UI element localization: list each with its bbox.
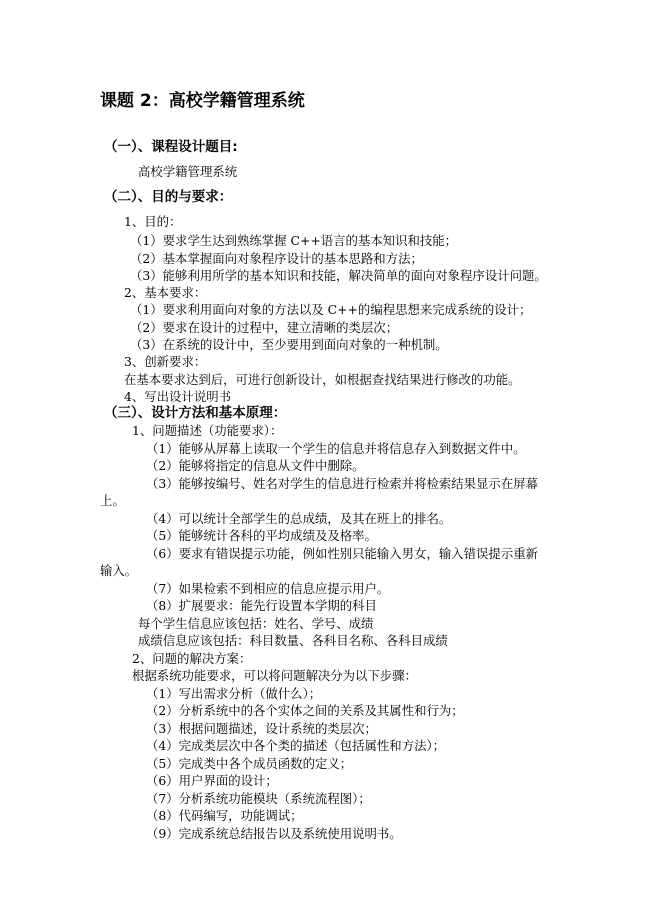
list-item: （5）完成类中各个成员函数的定义； <box>146 756 353 771</box>
list-item: （7）如果检索不到相应的信息应提示用户。 <box>146 581 390 596</box>
list-item: （2）基本掌握面向对象程序设计的基本思路和方法； <box>130 251 423 266</box>
paragraph: 1、问题描述（功能要求）： <box>132 423 283 438</box>
page-title: 课题 2：高校学籍管理系统 <box>100 91 305 111</box>
section-3-heading: （三）、设计方法和基本原理： <box>104 405 287 421</box>
list-item: （3）根据问题描述，设计系统的类层次； <box>146 721 377 736</box>
list-item: （2）分析系统中的各个实体之间的关系及其属性和行为； <box>146 703 464 718</box>
list-item: （1）能够从屏幕上读取一个学生的信息并将信息存入到数据文件中。 <box>146 441 526 456</box>
list-item: （4）可以统计全部学生的总成绩，及其在班上的排名。 <box>146 511 452 526</box>
paragraph: 3、创新要求： <box>124 354 207 369</box>
paragraph: 2、问题的解决方案： <box>132 651 252 666</box>
paragraph: 1、目的： <box>124 214 182 229</box>
list-item: （8）代码编写，功能调试； <box>146 808 303 823</box>
paragraph: 4、写出设计说明书 <box>124 389 232 404</box>
list-item: （6）用户界面的设计； <box>146 773 278 788</box>
list-item: （2）要求在设计的过程中，建立清晰的类层次； <box>130 320 399 335</box>
list-item: （3）在系统的设计中，至少要用到面向对象的一种机制。 <box>130 337 448 352</box>
list-item: （6）要求有错误提示功能，例如性别只能输入男女，输入错误提示重新 <box>146 546 538 561</box>
list-item: （2）能够将指定的信息从文件中删除。 <box>146 458 365 473</box>
list-item: （8）扩展要求：能先行设置本学期的科目 <box>146 598 377 613</box>
section-1-heading: （一）、课程设计题目: <box>104 139 238 155</box>
paragraph: 2、基本要求： <box>124 285 207 300</box>
list-item: （7）分析系统功能模块（系统流程图）； <box>146 791 371 806</box>
list-item: （4）完成类层次中各个类的描述（包括属性和方法）； <box>146 738 446 753</box>
paragraph: 根据系统功能要求，可以将问题解决分为以下步骤： <box>132 668 417 683</box>
list-item: （3）能够按编号、姓名对学生的信息进行检索并将检索结果显示在屏幕 <box>146 476 538 491</box>
list-item: （9）完成系统总结报告以及系统使用说明书。 <box>146 826 402 841</box>
list-item: （5）能够统计各科的平均成绩及及格率。 <box>146 528 377 543</box>
list-item-continuation: 上。 <box>100 493 125 508</box>
list-item: （1）写出需求分析（做什么）； <box>146 686 322 701</box>
paragraph: 在基本要求达到后，可进行创新设计，如根据查找结果进行修改的功能。 <box>124 372 521 387</box>
paragraph: 每个学生信息应该包括：姓名、学号、成绩 <box>138 616 374 631</box>
list-item-continuation: 输入。 <box>100 563 138 578</box>
section-2-heading: （二）、目的与要求： <box>104 189 233 205</box>
list-item: （3）能够利用所学的基本知识和技能，解决简单的面向对象程序设计问题。 <box>130 268 547 283</box>
list-item: （1）要求利用面向对象的方法以及 C++的编程思想来完成系统的设计； <box>130 302 532 317</box>
section-1-body: 高校学籍管理系统 <box>138 164 238 179</box>
paragraph: 成绩信息应该包括：科目数量、各科目名称、各科目成绩 <box>138 633 448 648</box>
list-item: （1）要求学生达到熟练掌握 C++语言的基本知识和技能； <box>130 233 458 248</box>
